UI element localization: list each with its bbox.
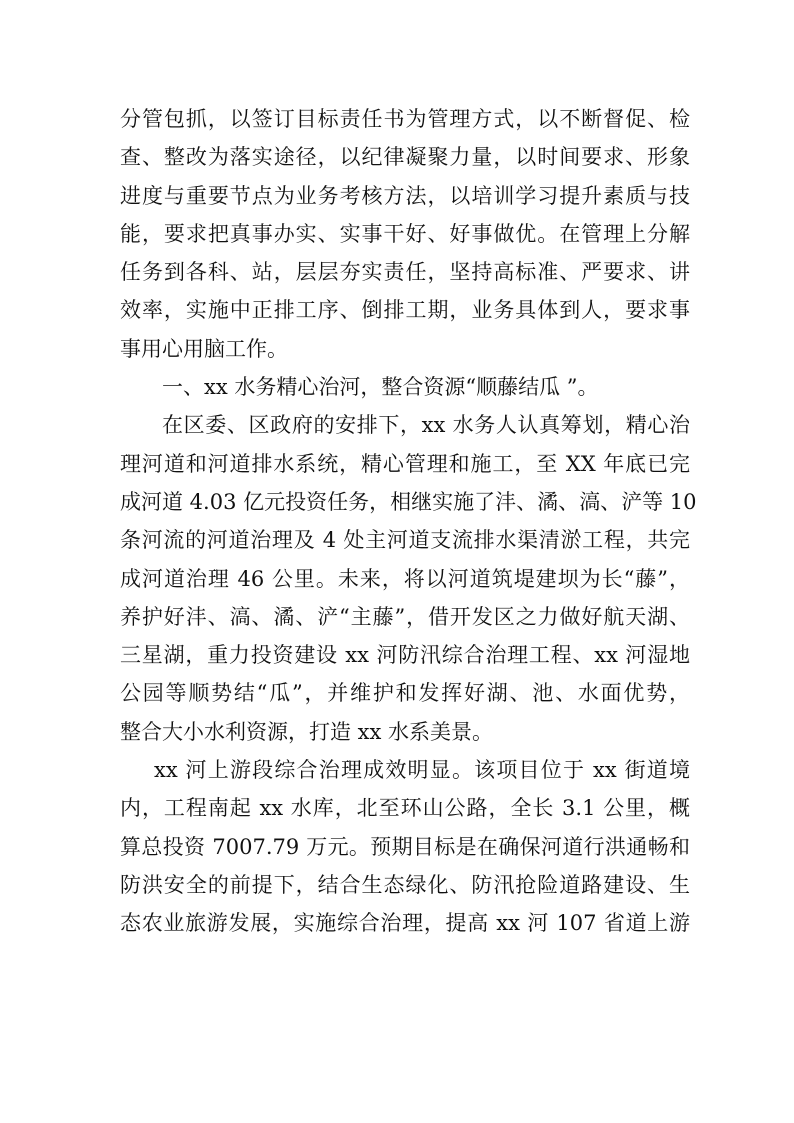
text-line: 态农业旅游发展，实施综合治理，提高 xx 河 107 省道上游 <box>120 911 690 936</box>
text-line: 内，工程南起 xx 水库，北至环山公路，全长 3.1 公里，概 <box>120 796 690 821</box>
text-line: 在区委、区政府的安排下，xx 水务人认真筹划，精心治 <box>162 413 690 438</box>
text-line: 成河道 4.03 亿元投资任务，相继实施了沣、潏、滈、浐等 10 <box>120 489 697 514</box>
section-heading <box>120 368 690 406</box>
text-line: 能，要求把真事办实、实事干好、好事做优。在管理上分解 <box>120 221 690 246</box>
paragraph-river-management <box>120 406 697 751</box>
body-text <box>120 100 697 943</box>
text-line: xx 河上游段综合治理成效明显。该项目位于 xx 街道境 <box>154 758 690 783</box>
text-line: 事用心用脑工作。 <box>120 336 288 361</box>
heading-line: 一、xx 水务精心治河，整合资源“顺藤结瓜 ”。 <box>162 375 599 400</box>
text-line: 防洪安全的前提下，结合生态绿化、防汛抢险道路建设、生 <box>120 872 690 897</box>
text-line: 查、整改为落实途径，以纪律凝聚力量，以时间要求、形象 <box>120 145 690 170</box>
text-line: 效率，实施中正排工序、倒排工期，业务具体到人，要求事 <box>120 298 690 323</box>
text-line: 三星湖，重力投资建设 xx 河防汛综合治理工程、xx 河湿地 <box>120 643 690 668</box>
paragraph-upstream-project <box>120 751 690 942</box>
text-line: 进度与重要节点为业务考核方法，以培训学习提升素质与技 <box>120 183 690 208</box>
paragraph-intro <box>120 100 690 368</box>
text-line: 理河道和河道排水系统，精心管理和施工，至 XX 年底已完 <box>120 451 690 476</box>
text-line: 公园等顺势结“瓜”，并维护和发挥好湖、池、水面优势， <box>120 681 690 706</box>
text-line: 养护好沣、滈、潏、浐“主藤”，借开发区之力做好航天湖、 <box>120 604 690 629</box>
text-line: 成河道治理 46 公里。未来，将以河道筑堤建坝为长“藤”， <box>120 566 690 591</box>
text-line: 任务到各科、站，层层夯实责任，坚持高标准、严要求、讲 <box>120 260 690 285</box>
text-line: 算总投资 7007.79 万元。预期目标是在确保河道行洪通畅和 <box>120 834 690 859</box>
text-line: 整合大小水利资源，打造 xx 水系美景。 <box>120 719 494 744</box>
text-line: 条河流的河道治理及 4 处主河道支流排水渠清淤工程，共完 <box>120 528 690 553</box>
text-line: 分管包抓，以签订目标责任书为管理方式，以不断督促、检 <box>120 107 690 131</box>
